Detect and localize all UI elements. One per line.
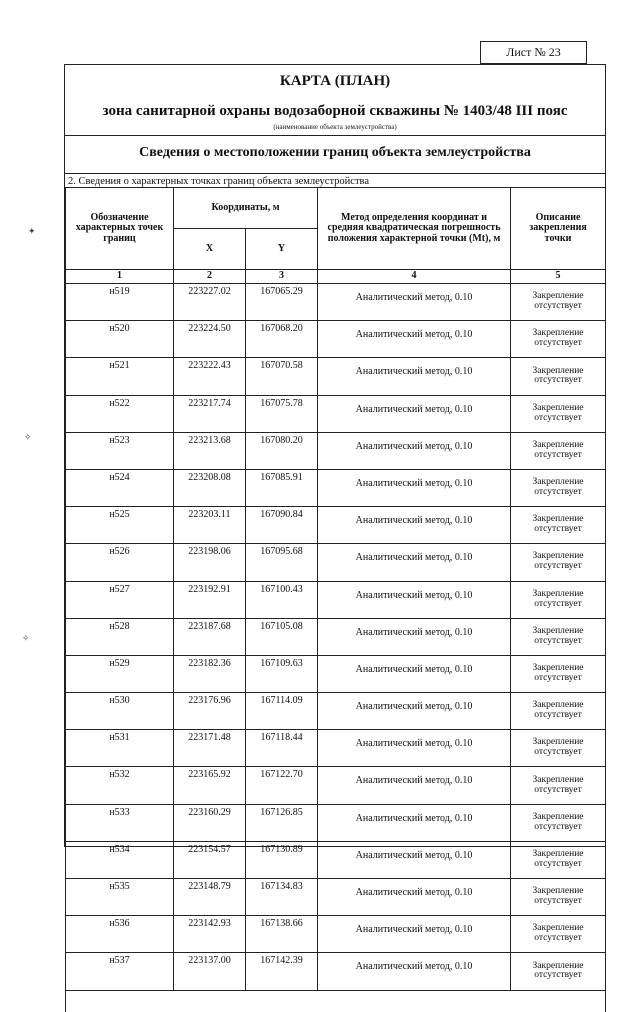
table-row (66, 469, 606, 506)
method-cell: Аналитический метод, 0.10 (318, 581, 511, 618)
method-cell: Аналитический метод, 0.10 (318, 544, 511, 581)
header-y: Y (246, 229, 318, 270)
point-cell: н527 (66, 581, 174, 618)
method-cell: Аналитический метод, 0.10 (318, 655, 511, 692)
method-cell: Аналитический метод, 0.10 (318, 358, 511, 395)
x-coordinate-cell: 223208.08 (174, 469, 246, 506)
description-cell: Закрепление отсутствует (511, 395, 606, 432)
table-row (66, 879, 606, 916)
point-cell: н528 (66, 618, 174, 655)
y-coordinate-cell: 167100.43 (246, 581, 318, 618)
section-title: Сведения о местоположении границ объекта землеустройства (139, 145, 531, 160)
description-cell: Закрепление отсутствует (511, 693, 606, 730)
column-number: 5 (511, 270, 606, 284)
y-coordinate-cell: 167090.84 (246, 507, 318, 544)
table-row (66, 693, 606, 730)
table-row (66, 953, 606, 990)
x-coordinate-cell: 223198.06 (174, 544, 246, 581)
table-row (66, 730, 606, 767)
scan-artifact-mark: ✧ (22, 633, 30, 643)
point-cell: н521 (66, 358, 174, 395)
y-coordinate-cell: 167138.66 (246, 916, 318, 953)
method-cell: Аналитический метод, 0.10 (318, 284, 511, 321)
description-cell: Закрепление отсутствует (511, 358, 606, 395)
description-cell: Закрепление отсутствует (511, 879, 606, 916)
y-coordinate-cell: 167068.20 (246, 321, 318, 358)
description-cell: Закрепление отсутствует (511, 916, 606, 953)
object-caption: (наименование объекта землеустройства) (273, 123, 397, 131)
table-row (66, 321, 606, 358)
divider (65, 173, 605, 174)
table-row (66, 432, 606, 469)
point-cell: н520 (66, 321, 174, 358)
point-cell: н522 (66, 395, 174, 432)
description-cell: Закрепление отсутствует (511, 544, 606, 581)
y-coordinate-cell: 167075.78 (246, 395, 318, 432)
y-coordinate-cell: 167105.08 (246, 618, 318, 655)
column-number: 2 (174, 270, 246, 284)
y-coordinate-cell: 167114.09 (246, 693, 318, 730)
point-cell: н525 (66, 507, 174, 544)
x-coordinate-cell: 223142.93 (174, 916, 246, 953)
x-coordinate-cell: 223154.57 (174, 841, 246, 878)
point-cell: н519 (66, 284, 174, 321)
description-cell: Закрепление отсутствует (511, 804, 606, 841)
description-cell: Закрепление отсутствует (511, 507, 606, 544)
y-coordinate-cell: 167130.89 (246, 841, 318, 878)
method-cell: Аналитический метод, 0.10 (318, 469, 511, 506)
object-title: зона санитарной охраны водозаборной скважины № 1403/48 III пояс (102, 103, 568, 119)
x-coordinate-cell: 223160.29 (174, 804, 246, 841)
method-cell: Аналитический метод, 0.10 (318, 432, 511, 469)
y-coordinate-cell: 167122.70 (246, 767, 318, 804)
table-row (66, 618, 606, 655)
point-cell: н530 (66, 693, 174, 730)
divider (65, 135, 605, 136)
x-coordinate-cell: 223222.43 (174, 358, 246, 395)
x-coordinate-cell: 223182.36 (174, 655, 246, 692)
header-x: X (174, 229, 246, 270)
table-body (66, 284, 606, 991)
description-cell: Закрепление отсутствует (511, 581, 606, 618)
description-cell: Закрепление отсутствует (511, 767, 606, 804)
table-row (66, 916, 606, 953)
method-cell: Аналитический метод, 0.10 (318, 730, 511, 767)
y-coordinate-cell: 167142.39 (246, 953, 318, 990)
description-cell: Закрепление отсутствует (511, 284, 606, 321)
description-cell: Закрепление отсутствует (511, 953, 606, 990)
y-coordinate-cell: 167095.68 (246, 544, 318, 581)
x-coordinate-cell: 223137.00 (174, 953, 246, 990)
point-cell: н534 (66, 841, 174, 878)
table-row (66, 358, 606, 395)
y-coordinate-cell: 167085.91 (246, 469, 318, 506)
column-numbers-row (66, 270, 606, 284)
x-coordinate-cell: 223176.96 (174, 693, 246, 730)
description-cell: Закрепление отсутствует (511, 432, 606, 469)
x-coordinate-cell: 223171.48 (174, 730, 246, 767)
method-cell: Аналитический метод, 0.10 (318, 618, 511, 655)
table-row (66, 395, 606, 432)
header-desc: Описание закрепления точки (511, 188, 606, 270)
table-row (66, 804, 606, 841)
description-cell: Закрепление отсутствует (511, 321, 606, 358)
description-cell: Закрепление отсутствует (511, 841, 606, 878)
y-coordinate-cell: 167134.83 (246, 879, 318, 916)
header-method: Метод определения координат и средняя квадратическая погрешность положения характерной точки (Mt), м (318, 188, 511, 270)
header-coords: Координаты, м (174, 188, 318, 229)
header-point: Обозначение характерных точек границ (66, 188, 174, 270)
empty-row (66, 990, 606, 1012)
point-cell: н533 (66, 804, 174, 841)
x-coordinate-cell: 223165.92 (174, 767, 246, 804)
x-coordinate-cell: 223213.68 (174, 432, 246, 469)
point-cell: н536 (66, 916, 174, 953)
x-coordinate-cell: 223203.11 (174, 507, 246, 544)
boundary-points-table (65, 187, 606, 1012)
x-coordinate-cell: 223227.02 (174, 284, 246, 321)
description-cell: Закрепление отсутствует (511, 618, 606, 655)
table-caption: 2. Сведения о характерных точках границ объекта землеустройства (68, 176, 370, 187)
x-coordinate-cell: 223192.91 (174, 581, 246, 618)
point-cell: н524 (66, 469, 174, 506)
method-cell: Аналитический метод, 0.10 (318, 953, 511, 990)
method-cell: Аналитический метод, 0.10 (318, 916, 511, 953)
map-title: КАРТА (ПЛАН) (279, 73, 391, 89)
point-cell: н531 (66, 730, 174, 767)
description-cell: Закрепление отсутствует (511, 730, 606, 767)
y-coordinate-cell: 167118.44 (246, 730, 318, 767)
y-coordinate-cell: 167080.20 (246, 432, 318, 469)
document-frame (64, 64, 606, 981)
description-cell: Закрепление отсутствует (511, 655, 606, 692)
point-cell: н523 (66, 432, 174, 469)
scan-artifact-mark: ✧ (24, 432, 32, 442)
table-row (66, 841, 606, 878)
point-cell: н526 (66, 544, 174, 581)
column-number: 4 (318, 270, 511, 284)
scan-artifact-mark: ✦ (28, 226, 36, 236)
method-cell: Аналитический метод, 0.10 (318, 693, 511, 730)
method-cell: Аналитический метод, 0.10 (318, 841, 511, 878)
table-row (66, 581, 606, 618)
table-row (66, 767, 606, 804)
method-cell: Аналитический метод, 0.10 (318, 507, 511, 544)
table-row (66, 284, 606, 321)
y-coordinate-cell: 167065.29 (246, 284, 318, 321)
point-cell: н535 (66, 879, 174, 916)
table-row (66, 655, 606, 692)
method-cell: Аналитический метод, 0.10 (318, 767, 511, 804)
y-coordinate-cell: 167070.58 (246, 358, 318, 395)
x-coordinate-cell: 223217.74 (174, 395, 246, 432)
table-row (66, 544, 606, 581)
sheet-number: Лист № 23 (480, 41, 587, 64)
column-number: 1 (66, 270, 174, 284)
point-cell: н532 (66, 767, 174, 804)
point-cell: н537 (66, 953, 174, 990)
method-cell: Аналитический метод, 0.10 (318, 321, 511, 358)
x-coordinate-cell: 223187.68 (174, 618, 246, 655)
x-coordinate-cell: 223148.79 (174, 879, 246, 916)
method-cell: Аналитический метод, 0.10 (318, 879, 511, 916)
y-coordinate-cell: 167109.63 (246, 655, 318, 692)
point-cell: н529 (66, 655, 174, 692)
x-coordinate-cell: 223224.50 (174, 321, 246, 358)
method-cell: Аналитический метод, 0.10 (318, 804, 511, 841)
method-cell: Аналитический метод, 0.10 (318, 395, 511, 432)
description-cell: Закрепление отсутствует (511, 469, 606, 506)
y-coordinate-cell: 167126.85 (246, 804, 318, 841)
table-row (66, 507, 606, 544)
column-number: 3 (246, 270, 318, 284)
